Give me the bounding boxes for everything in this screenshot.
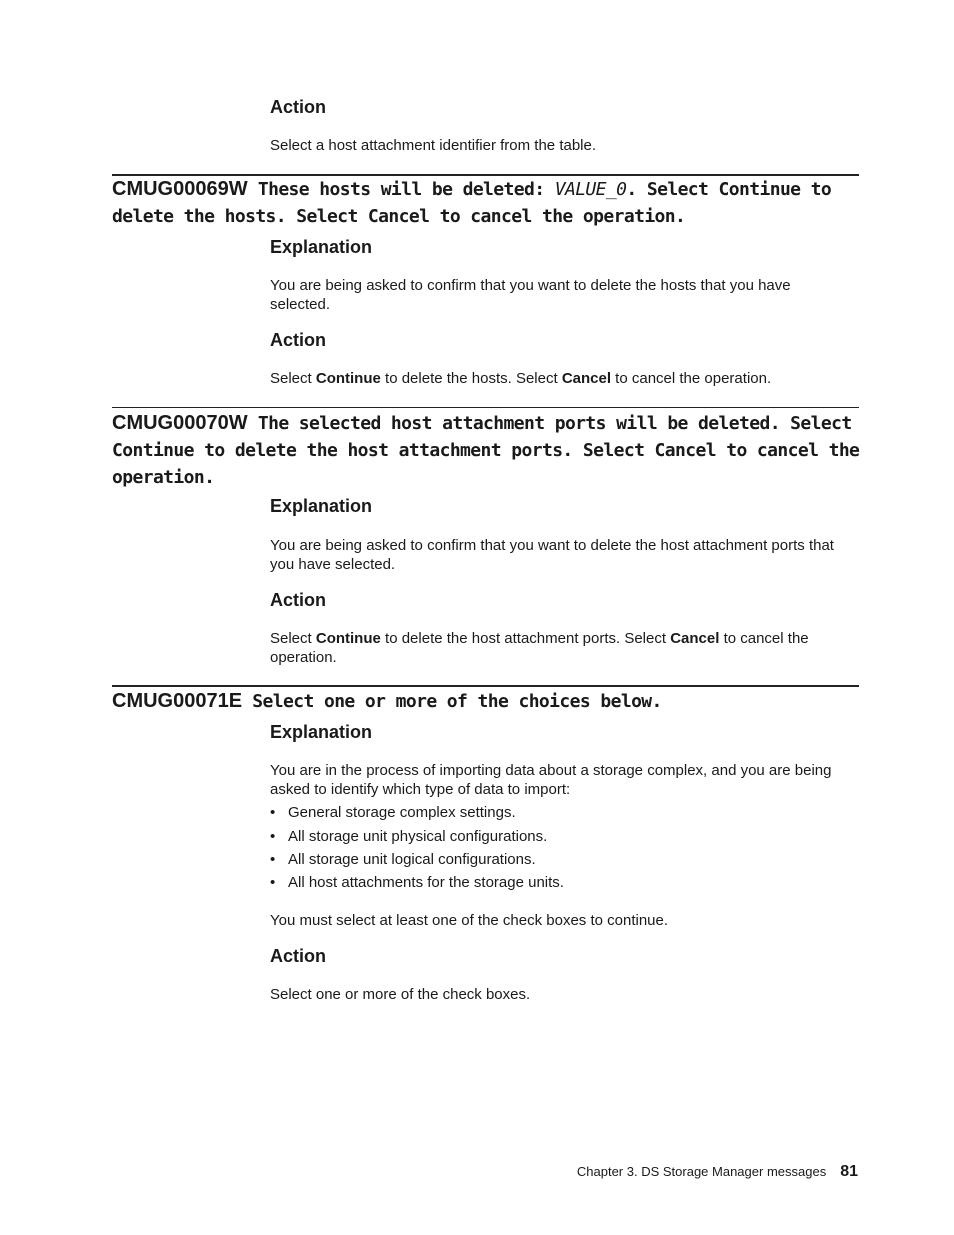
list-item: • General storage complex settings. bbox=[270, 804, 516, 821]
message-text-continued: . Select Continue to delete the hosts. Select Cancel to cancel the operation. bbox=[112, 179, 832, 227]
action-heading: Action bbox=[270, 330, 326, 350]
message-divider bbox=[112, 685, 859, 687]
message-id: CMUG00069W bbox=[112, 178, 248, 200]
cancel-keyword: Cancel bbox=[670, 630, 720, 647]
explanation-heading: Explanation bbox=[270, 237, 373, 257]
message-divider bbox=[112, 407, 859, 408]
action-heading: Action bbox=[270, 97, 326, 117]
message-title-cmug00069w bbox=[112, 176, 872, 231]
continue-keyword: Continue bbox=[315, 630, 381, 647]
page-footer bbox=[577, 1163, 858, 1181]
message-text: The selected host attachment ports will be deleted. Select Continue to delete the host attachment ports. Select Cancel to cancel the operation. bbox=[112, 413, 860, 488]
explanation-text: You are being asked to confirm that you want to delete the hosts that you have selected. bbox=[270, 277, 791, 313]
list-item: • All storage unit logical configurations. bbox=[270, 851, 536, 868]
continue-keyword: Continue bbox=[315, 370, 381, 387]
cancel-keyword: Cancel bbox=[561, 370, 612, 387]
message-variable: VALUE_0 bbox=[554, 179, 627, 200]
message-title-cmug00071e bbox=[112, 688, 872, 716]
message-text: These hosts will be deleted: bbox=[247, 179, 555, 200]
explanation-heading: Explanation bbox=[270, 496, 373, 516]
explanation-text: You are in the process of importing data about a storage complex, and you are being asked to identify which type of data to import: bbox=[270, 762, 832, 798]
action-text: Select Continue to delete the host attachment ports. Select Cancel to cancel the operation. bbox=[270, 630, 809, 666]
message-title-cmug00070w bbox=[112, 410, 872, 492]
action-text: Select Continue to delete the hosts. Select Cancel to cancel the operation. bbox=[270, 370, 772, 387]
action-text: Select one or more of the check boxes. bbox=[270, 986, 531, 1003]
action-heading: Action bbox=[270, 946, 326, 966]
message-text: Select one or more of the choices below. bbox=[242, 691, 662, 712]
note-text: You must select at least one of the check boxes to continue. bbox=[270, 912, 669, 929]
list-item: • All storage unit physical configurations. bbox=[270, 828, 548, 845]
chapter-title: Chapter 3. DS Storage Manager messages bbox=[576, 1164, 827, 1179]
list-item: • All host attachments for the storage units. bbox=[270, 874, 564, 891]
message-id: CMUG00071E bbox=[112, 690, 243, 712]
explanation-text: You are being asked to confirm that you want to delete the host attachment ports that you have selected. bbox=[270, 537, 834, 573]
page-number: 81 bbox=[840, 1163, 858, 1180]
message-id: CMUG00070W bbox=[112, 412, 248, 434]
explanation-heading: Explanation bbox=[270, 722, 373, 742]
action-text: Select a host attachment identifier from the table. bbox=[270, 137, 597, 154]
action-heading: Action bbox=[270, 590, 326, 610]
